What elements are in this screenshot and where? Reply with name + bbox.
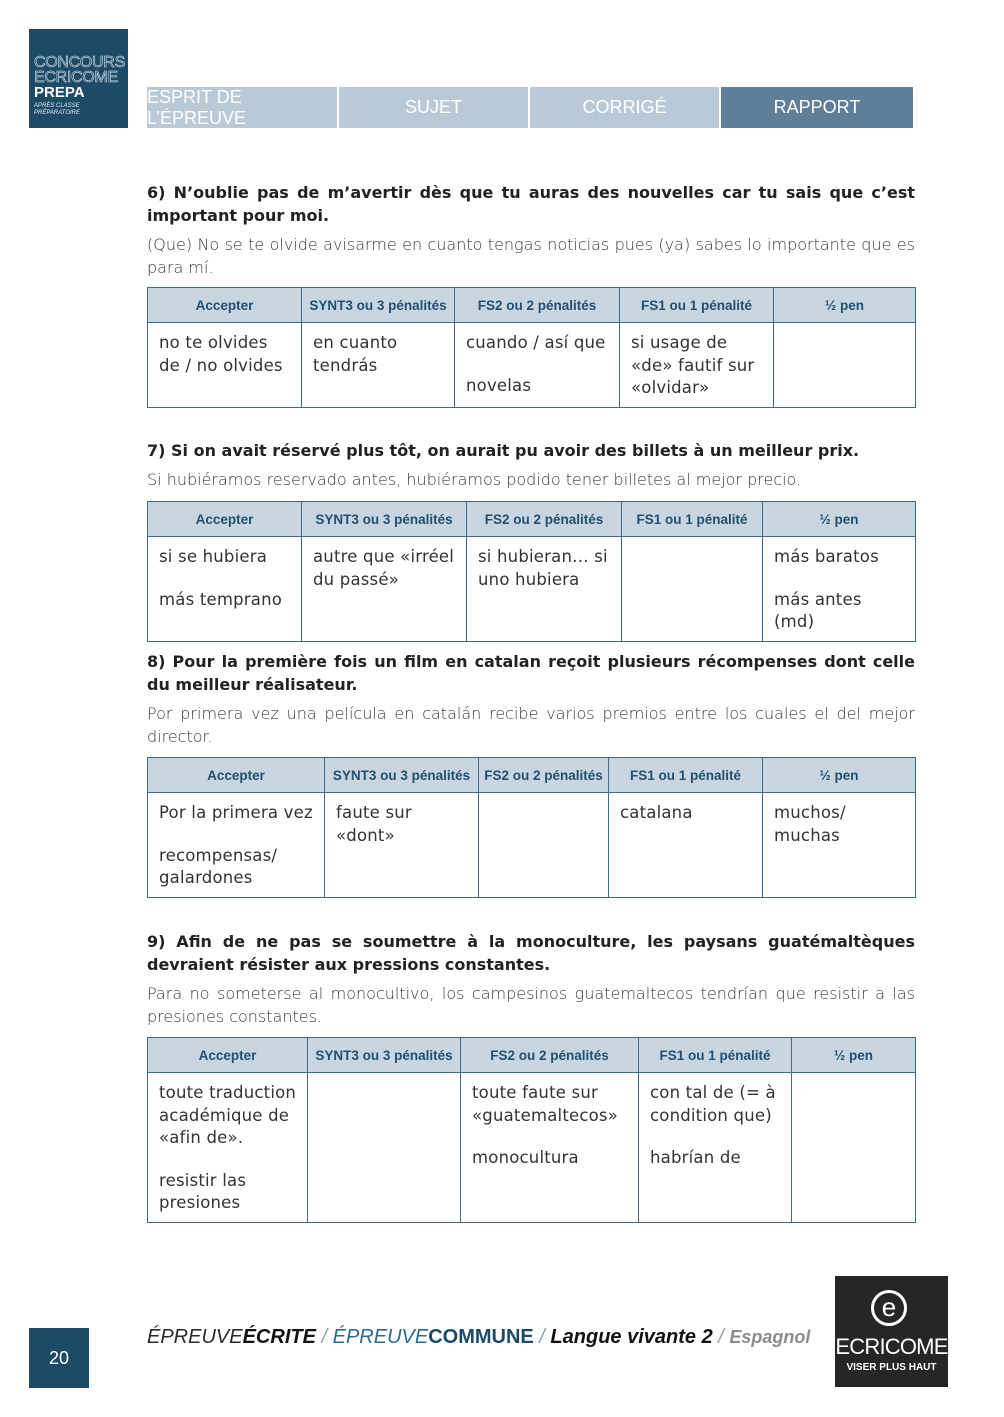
cell-gap	[466, 355, 609, 375]
footer-ecrite: ÉCRITE	[242, 1326, 316, 1348]
cell-fs2	[467, 537, 622, 642]
table-row	[148, 1073, 916, 1223]
header-accepter: Accepter	[148, 1038, 308, 1073]
logo-line-subtitle: APRÈS CLASSE PRÉPARATOIRE	[34, 103, 81, 116]
grading-table-7	[147, 501, 916, 642]
table-row	[148, 793, 916, 898]
logo-line-prepa: PREPA	[34, 84, 85, 101]
footer-espagnol: Espagnol	[729, 1327, 811, 1347]
header-accepter: Accepter	[148, 502, 302, 537]
cell-entry: monocultura	[472, 1148, 579, 1167]
cell-fs2	[479, 793, 609, 898]
tab-corrige[interactable]: CORRIGÉ	[530, 87, 719, 128]
cell-entry: más baratos	[774, 547, 879, 566]
footer-commune: COMMUNE	[428, 1326, 534, 1348]
header-fs1: FS1 ou 1 pénalité	[620, 288, 774, 323]
header-synt3: SYNT3 ou 3 pénalités	[325, 758, 479, 793]
header-fs1: FS1 ou 1 pénalité	[639, 1038, 792, 1073]
cell-half-pen	[763, 537, 916, 642]
cell-entry: en cuanto tendrás	[313, 333, 398, 375]
question-title: 6) N’oublie pas de m’avertir dès que tu auras des nouvelles car tu sais que c’est important pour moi.	[147, 183, 915, 225]
table-header-row	[148, 502, 916, 537]
cell-gap	[472, 1127, 628, 1147]
cell-accepter	[148, 793, 325, 898]
table-header-row	[148, 758, 916, 793]
grading-table-9	[147, 1037, 916, 1223]
cell-entry: más temprano	[159, 589, 283, 609]
cell-gap	[650, 1127, 781, 1147]
cell-entry: con tal de (= à condition que)	[650, 1083, 776, 1125]
cell-entry: catalana	[620, 803, 693, 822]
cell-fs2	[461, 1073, 639, 1223]
footer-epreuve-2: ÉPREUVE	[332, 1326, 429, 1348]
cell-accepter	[148, 1073, 308, 1223]
logo-e-icon: e	[881, 1292, 897, 1322]
cell-entry: faute sur «dont»	[336, 803, 412, 845]
logo-line-ecricome: ECRICOME	[34, 69, 118, 86]
tab-rapport[interactable]: RAPPORT	[721, 87, 913, 128]
header-synt3: SYNT3 ou 3 pénalités	[308, 1038, 461, 1073]
question-answer: Por primera vez una película en catalán recibe varios premios entre los cuales el del mejor director.	[147, 704, 915, 746]
logo-line-concours: CONCOURS	[34, 54, 125, 71]
logo-name: ECRICOME	[835, 1334, 948, 1359]
header-fs2: FS2 ou 2 pénalités	[479, 758, 609, 793]
header-half-pen: ½ pen	[763, 758, 916, 793]
cell-entry: si hubieran… si uno hubiera	[478, 547, 608, 589]
section-tabs	[147, 87, 915, 128]
header-synt3: SYNT3 ou 3 pénalités	[302, 288, 455, 323]
cell-entry: novelas	[466, 375, 532, 395]
cell-synt3	[302, 537, 467, 642]
cell-fs1	[622, 537, 763, 642]
footer-langue: Langue vivante 2	[550, 1326, 713, 1348]
header-fs1: FS1 ou 1 pénalité	[609, 758, 763, 793]
page-number: 20	[29, 1328, 89, 1388]
grading-table-8	[147, 757, 916, 898]
header-fs2: FS2 ou 2 pénalités	[467, 502, 622, 537]
question-answer: Si hubiéramos reservado antes, hubiéramos podido tener billetes al mejor precio.	[147, 470, 802, 489]
footer-separator: /	[315, 1326, 333, 1348]
ecricome-prepa-logo	[29, 29, 128, 128]
table-header-row	[148, 1038, 916, 1073]
question-6	[147, 181, 915, 279]
footer-separator: /	[533, 1326, 551, 1348]
tab-sujet[interactable]: SUJET	[339, 87, 528, 128]
header-fs2: FS2 ou 2 pénalités	[461, 1038, 639, 1073]
header-half-pen: ½ pen	[763, 502, 916, 537]
cell-gap	[159, 825, 314, 845]
table-row	[148, 537, 916, 642]
cell-gap	[774, 569, 905, 589]
cell-entry: no te olvides de / no olvides	[159, 333, 283, 375]
footer-title	[147, 1326, 810, 1349]
logo-tagline: VISER PLUS HAUT	[846, 1362, 937, 1373]
cell-accepter	[148, 537, 302, 642]
cell-entry: cuando / así que	[466, 333, 606, 352]
header-half-pen: ½ pen	[774, 288, 916, 323]
cell-synt3	[302, 323, 455, 408]
cell-accepter	[148, 323, 302, 408]
header-accepter: Accepter	[148, 288, 302, 323]
cell-entry: habrían de	[650, 1148, 741, 1167]
footer-epreuve: ÉPREUVE	[147, 1326, 243, 1348]
cell-entry: Por la primera vez	[159, 803, 313, 822]
question-title: 9) Afin de ne pas se soumettre à la monoculture, les paysans guatémaltèques devraient résister aux pressions constantes.	[147, 932, 915, 974]
question-7	[147, 439, 915, 491]
cell-entry: más antes (md)	[774, 589, 862, 631]
header-accepter: Accepter	[148, 758, 325, 793]
footer-separator: /	[712, 1326, 730, 1348]
cell-half-pen	[763, 793, 916, 898]
cell-gap	[159, 569, 291, 589]
table-header-row	[148, 288, 916, 323]
header-half-pen: ½ pen	[792, 1038, 916, 1073]
cell-synt3	[308, 1073, 461, 1223]
cell-entry: toute traduction académique de «afin de».	[159, 1083, 297, 1147]
tab-esprit[interactable]: ESPRIT DE L’ÉPREUVE	[147, 87, 337, 128]
cell-entry: si usage de «de» fautif sur «olvidar»	[631, 333, 755, 397]
cell-entry: muchos/ muchas	[774, 803, 846, 845]
cell-entry: recompensas/ galardones	[159, 845, 278, 887]
cell-half-pen	[774, 323, 916, 408]
cell-fs1	[639, 1073, 792, 1223]
question-9	[147, 930, 915, 1028]
grading-table-6	[147, 287, 916, 408]
cell-fs1	[609, 793, 763, 898]
cell-fs2	[455, 323, 620, 408]
question-8	[147, 650, 915, 748]
table-row	[148, 323, 916, 408]
cell-half-pen	[792, 1073, 916, 1223]
cell-gap	[159, 1150, 297, 1170]
question-answer: (Que) No se te olvide avisarme en cuanto tengas noticias pues (ya) sabes lo importante que es para mí.	[147, 235, 915, 277]
cell-entry: resistir las presiones	[159, 1170, 247, 1212]
header-synt3: SYNT3 ou 3 pénalités	[302, 502, 467, 537]
cell-entry: toute faute sur «guatemaltecos»	[472, 1083, 619, 1125]
cell-entry: autre que «irréel du passé»	[313, 547, 455, 589]
cell-synt3	[325, 793, 479, 898]
question-title: 7) Si on avait réservé plus tôt, on aurait pu avoir des billets à un meilleur prix.	[147, 441, 860, 460]
header-fs2: FS2 ou 2 pénalités	[455, 288, 620, 323]
cell-fs1	[620, 323, 774, 408]
question-title: 8) Pour la première fois un film en catalan reçoit plusieurs récompenses dont celle du meilleur réalisateur.	[147, 652, 915, 694]
header-fs1: FS1 ou 1 pénalité	[622, 502, 763, 537]
question-answer: Para no someterse al monocultivo, los campesinos guatemaltecos tendrían que resistir a las presiones constantes.	[147, 984, 915, 1026]
cell-entry: si se hubiera	[159, 547, 268, 566]
ecricome-logo	[835, 1276, 948, 1387]
